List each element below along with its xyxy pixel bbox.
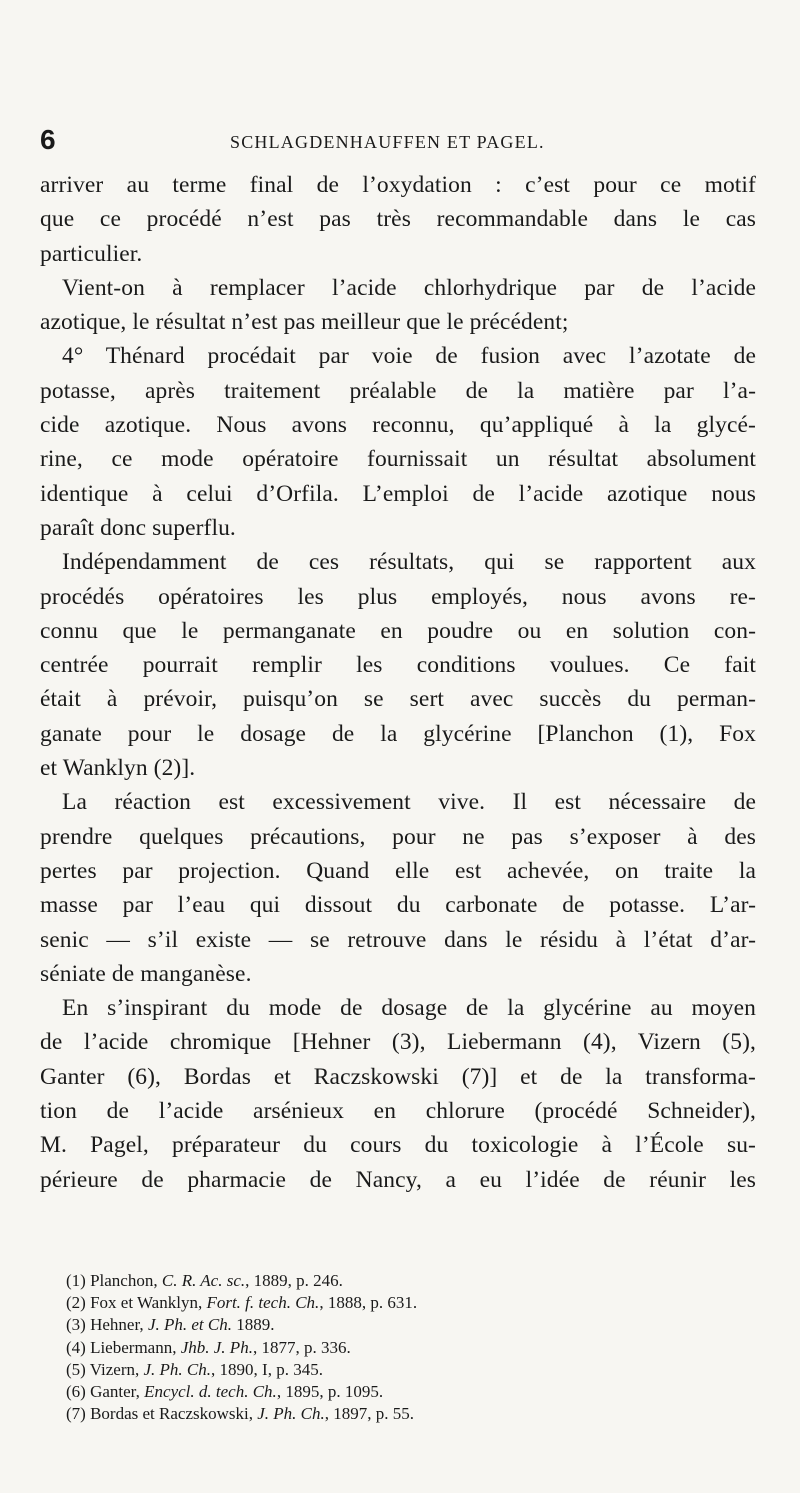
footnote (66, 1270, 746, 1292)
footnote-number: (2) (66, 1293, 91, 1313)
text-line: identique à celui d’Orfila. L’emploi de l’acide azotique nous (40, 480, 756, 507)
footnote (66, 1337, 746, 1359)
text-line: connu que le permanganate en poudre ou en solution con- (40, 617, 756, 644)
text-line: particulier. (40, 240, 143, 267)
footnote (66, 1403, 746, 1425)
text-line: de l’acide chromique [Hehner (3), Liebermann (4), Vizern (5), (40, 1029, 756, 1056)
footnote (66, 1292, 746, 1314)
text-line: prendre quelques précautions, pour ne pas s’exposer à des (40, 823, 756, 850)
footnote-number: (4) (66, 1337, 91, 1357)
footnote-source: Encycl. d. tech. Ch. (144, 1381, 277, 1401)
footnote-author: Hehner, (90, 1315, 148, 1335)
text-line: Ganter (6), Bordas et Raczskowski (7)] et de la transforma- (40, 1063, 756, 1090)
footnote-number: (1) (66, 1271, 91, 1290)
text-line: périeure de pharmacie de Nancy, a eu l’idée de réunir les (40, 1166, 756, 1193)
text-line: potasse, après traitement préalable de la matière par l’a- (40, 377, 756, 404)
footnote-source: J. Ph. Ch. (257, 1404, 325, 1424)
footnote-author: Vizern, (89, 1359, 144, 1379)
text-line: paraît donc superflu. (40, 514, 236, 541)
body-text (40, 168, 756, 1197)
text-line: M. Pagel, préparateur du cours du toxicologie à l’École su- (40, 1132, 756, 1159)
footnote-author: Planchon, (90, 1271, 162, 1290)
text-line: centrée pourrait remplir les conditions voulues. Ce fait (40, 652, 756, 679)
running-head: SCHLAGDENHAUFFEN ET PAGEL. (230, 132, 545, 152)
footnote-source: C. R. Ac. sc. (161, 1271, 246, 1290)
text-line: et Wanklyn (2)]. (40, 755, 196, 782)
text-line: pertes par projection. Quand elle est achevée, on traite la (40, 857, 756, 884)
text-line: En s’inspirant du mode de dosage de la glycérine au moyen (62, 995, 756, 1022)
footnote-number: (5) (66, 1359, 90, 1379)
text-line: tion de l’acide arsénieux en chlorure (procédé Schneider), (40, 1098, 756, 1125)
footnote-number: (3) (66, 1315, 91, 1335)
text-line: arriver au terme final de l’oxydation : c’est pour ce motif (40, 172, 756, 198)
footnote-source: J. Ph. Ch. (143, 1359, 212, 1379)
text-line: procédés opératoires les plus employés, nous avons re- (40, 583, 756, 610)
footnote-reference: , 1889, p. 246. (245, 1271, 343, 1290)
footnote (66, 1381, 746, 1403)
text-line: azotique, le résultat n’est pas meilleur que le précédent; (40, 309, 569, 336)
text-line: ganate pour le dosage de la glycérine [Planchon (1), Fox (40, 720, 756, 747)
footnote-reference: , 1897, p. 55. (324, 1404, 414, 1424)
footnote-author: Fox et Wanklyn, (90, 1293, 207, 1313)
text-line: 4° Thénard procédait par voie de fusion avec l’azotate de (62, 343, 756, 370)
text-line: senic — s’il existe — se retrouve dans le résidu à l’état d’ar- (40, 926, 756, 953)
text-line: masse par l’eau qui dissout du carbonate de potasse. L’ar- (40, 892, 756, 919)
footnote-reference: , 1877, p. 336. (252, 1337, 351, 1357)
text-line: La réaction est excessivement vive. Il est nécessaire de (62, 789, 756, 816)
footnote-source: J. Ph. et Ch. (147, 1315, 232, 1335)
footnote (66, 1359, 746, 1381)
footnote-author: Bordas et Raczskowski, (90, 1404, 258, 1424)
footnote-author: Liebermann, (90, 1337, 181, 1357)
footnote-source: Fort. f. tech. Ch. (206, 1293, 320, 1313)
text-line: que ce procédé n’est pas très recommandable dans le cas (40, 206, 756, 233)
footnote-source: Jhb. J. Ph. (180, 1337, 253, 1357)
text-line: cide azotique. Nous avons reconnu, qu’appliqué à la glycé- (40, 412, 756, 439)
footnote-reference: 1889. (231, 1315, 275, 1335)
footnote-reference: , 1890, I, p. 345. (211, 1359, 323, 1379)
text-line: rine, ce mode opératoire fournissait un résultat absolument (40, 446, 756, 473)
footnotes (66, 1270, 746, 1425)
text-line: Vient-on à remplacer l’acide chlorhydrique par de l’acide (62, 274, 756, 301)
text-line: séniate de manganèse. (40, 960, 252, 987)
footnote-reference: , 1895, p. 1095. (276, 1381, 384, 1401)
page-number: 6 (40, 124, 56, 155)
footnote-author: Ganter, (90, 1381, 145, 1401)
footnote-number: (6) (66, 1381, 91, 1401)
footnote-number: (7) (66, 1404, 91, 1424)
text-line: Indépendamment de ces résultats, qui se rapportent aux (62, 549, 756, 576)
footnote-reference: , 1888, p. 631. (319, 1293, 418, 1313)
footnote (66, 1314, 746, 1336)
text-line: était à prévoir, puisqu’on se sert avec succès du perman- (40, 686, 756, 713)
page-header (40, 124, 760, 158)
